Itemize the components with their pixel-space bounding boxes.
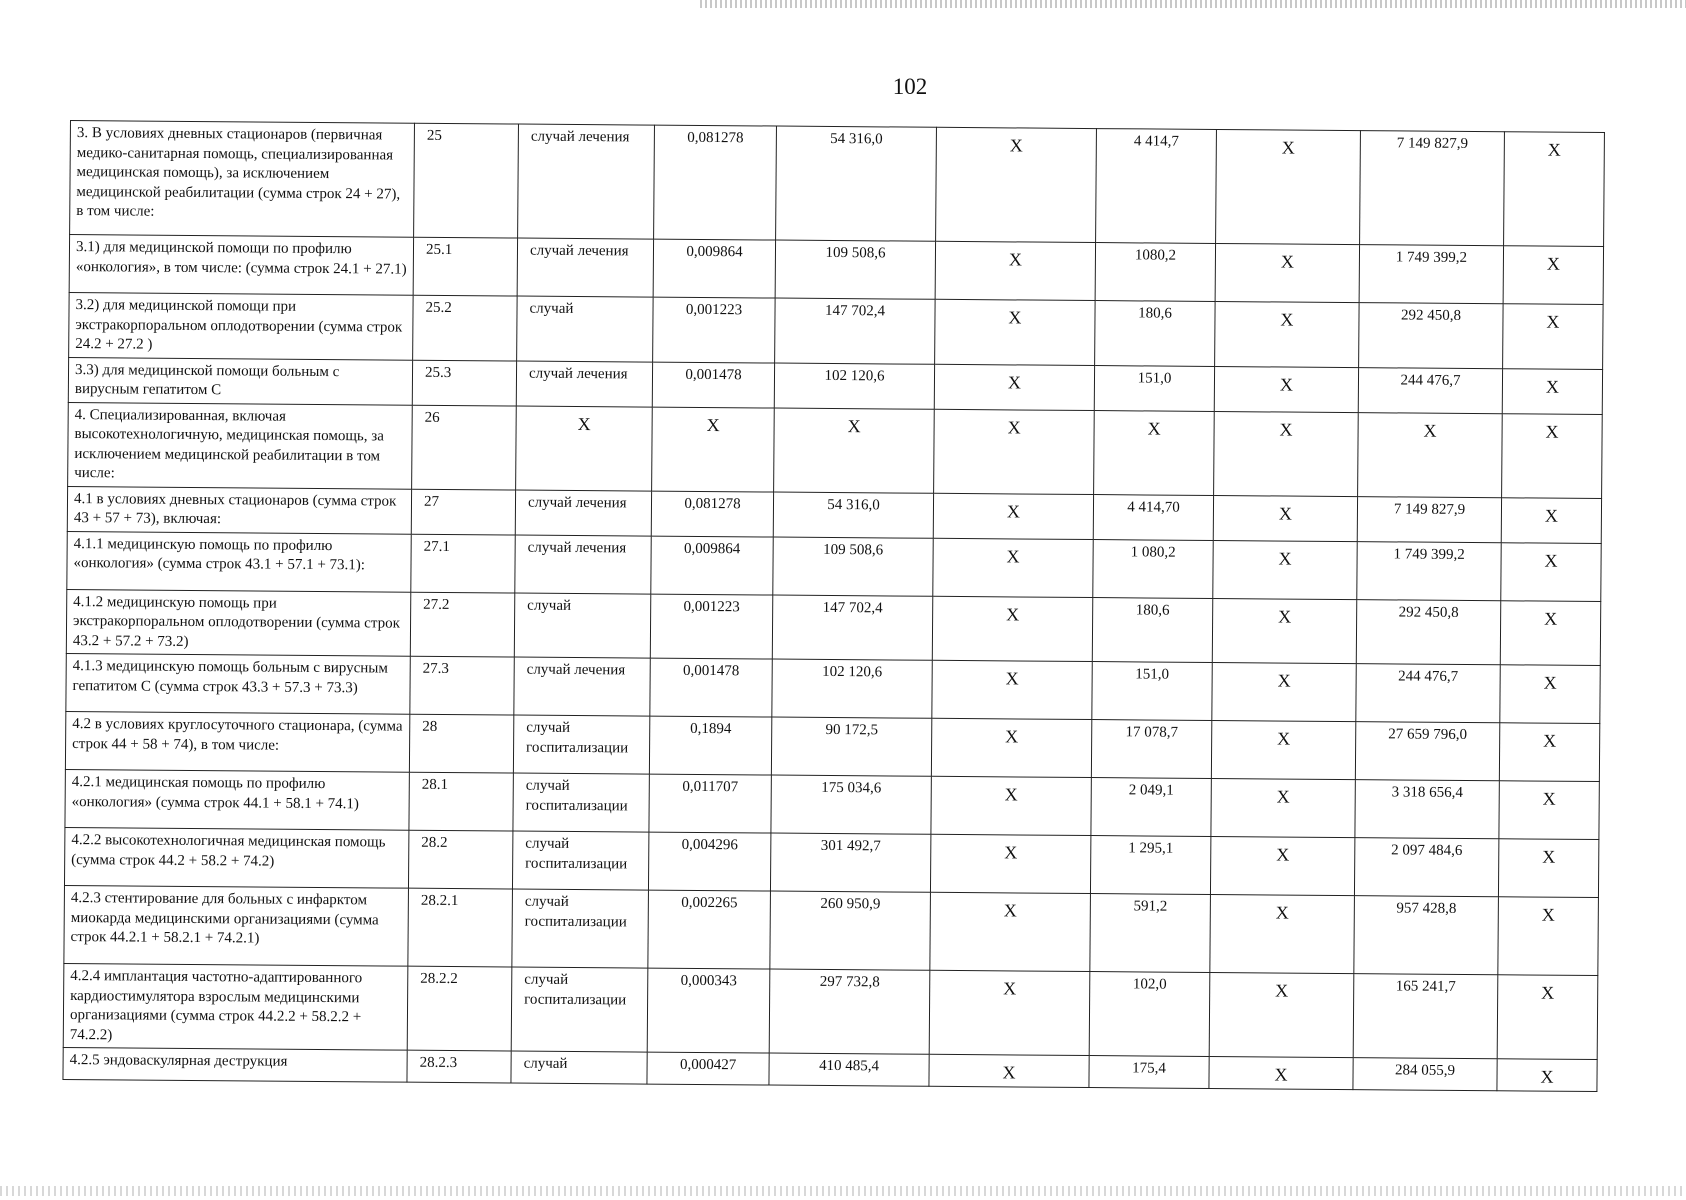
row-rate: 0,001223 [650, 594, 773, 659]
row-unit: случай лечения [514, 657, 650, 716]
row-name: 4.2.3 стентирование для больных с инфарктом миокарда медицинскими организациями (сумма строк 44.2.1 + 58.2.1 + 74.2.1) [64, 885, 409, 966]
row-code: 25 [414, 123, 519, 238]
row-rate: 0,081278 [654, 125, 777, 240]
row-per-capita: 1080,2 [1095, 243, 1215, 302]
row-total: 292 450,8 [1359, 303, 1504, 369]
row-rate: 0,000343 [647, 968, 770, 1053]
row-total: 165 241,7 [1353, 974, 1498, 1059]
row-x-mark: X [1502, 413, 1603, 498]
row-x-mark: X [1215, 244, 1359, 303]
row-code: 28.2.2 [407, 966, 512, 1051]
row-total: 3 318 656,4 [1355, 780, 1499, 839]
row-x-mark: X [1209, 972, 1354, 1057]
row-x-mark: X [1501, 542, 1601, 601]
row-x-mark: X [1499, 781, 1599, 840]
row-rate: 0,000427 [647, 1052, 769, 1085]
row-per-capita: 151,0 [1094, 365, 1214, 411]
row-code: 28.1 [409, 772, 513, 831]
row-unit: случай лечения [517, 238, 653, 297]
row-per-capita: 2 049,1 [1091, 778, 1211, 837]
row-rate: 0,001478 [650, 658, 772, 717]
row-rate: 0,001478 [652, 362, 774, 408]
row-per-capita: 1 295,1 [1090, 836, 1210, 895]
row-name: 4.1.2 медицинскую помощь при экстракорпоральном оплодотворении (сумма строк 43.2 + 57.2 + 73.2) [66, 589, 410, 656]
row-unit: случай госпитализации [511, 967, 648, 1052]
row-x-mark: X [1209, 1056, 1353, 1090]
row-per-capita: 180,6 [1092, 597, 1213, 662]
row-x-mark: X [1498, 897, 1599, 976]
row-unit: случай [511, 1051, 647, 1084]
row-total: 1 749 399,2 [1359, 245, 1503, 304]
row-rate: 0,081278 [651, 491, 773, 537]
row-code: 28.2 [408, 830, 512, 889]
financing-table [62, 120, 1604, 1092]
row-per-capita: 1 080,2 [1093, 539, 1213, 598]
row-x-mark: X [932, 596, 1093, 662]
row-x-mark: X [1210, 836, 1354, 895]
row-x-mark: X [933, 538, 1093, 597]
row-unit: случай [514, 593, 651, 659]
row-cost: 147 702,4 [775, 298, 936, 364]
row-total: 292 450,8 [1356, 599, 1501, 665]
row-code: 27.3 [410, 656, 514, 715]
row-cost: 109 508,6 [773, 537, 933, 596]
table-row [70, 121, 1605, 247]
row-x-mark: X [931, 776, 1091, 835]
row-x-mark: X [1500, 665, 1600, 724]
row-x-mark: X [1504, 132, 1605, 247]
row-cost: 260 950,9 [770, 891, 931, 970]
row-cost: 410 485,4 [769, 1053, 929, 1087]
row-x-mark: X [1499, 723, 1599, 782]
row-total: 957 428,8 [1354, 896, 1499, 975]
row-code: 28.2.3 [407, 1050, 511, 1083]
row-x-mark: X [929, 1054, 1089, 1088]
row-cost: 54 316,0 [776, 126, 937, 241]
row-per-capita: 4 414,7 [1096, 129, 1217, 244]
row-rate: 0,011707 [649, 774, 771, 833]
scan-edge-top [700, 0, 1686, 8]
row-total: X [1358, 412, 1503, 497]
row-code: 25.1 [413, 237, 517, 296]
table-row [64, 885, 1599, 975]
row-unit: случай лечения [516, 361, 652, 407]
table-row [66, 589, 1600, 666]
row-x-mark: X [1498, 839, 1598, 898]
row-x-mark: X [936, 127, 1097, 242]
table-row [69, 292, 1603, 369]
row-x-mark: X [1501, 497, 1601, 543]
row-x-mark: X [933, 493, 1093, 539]
row-x-mark: X [934, 364, 1094, 410]
row-cost: 175 034,6 [771, 775, 931, 834]
row-cost: 54 316,0 [773, 492, 933, 538]
row-unit: случай госпитализации [512, 889, 649, 968]
row-rate: 0,1894 [649, 716, 771, 775]
row-name: 4.2 в условиях круглосуточного стационара, (сумма строк 44 + 58 + 74), в том числе: [65, 711, 409, 772]
row-x-mark: X [935, 299, 1096, 365]
row-rate: 0,009864 [653, 239, 775, 298]
row-unit: X [516, 406, 653, 491]
row-name: 3.3) для медицинской помощи больным с вирусным гепатитом С [68, 357, 412, 405]
row-total: 2 097 484,6 [1354, 838, 1498, 897]
row-name: 3.1) для медицинской помощи по профилю «онкология», в том числе: (сумма строк 24.1 + 27.1) [69, 235, 413, 296]
page-number: 102 [892, 74, 928, 99]
row-x-mark: X [1211, 778, 1355, 837]
row-x-mark: X [1500, 600, 1601, 665]
row-rate: X [652, 407, 775, 492]
table-container [62, 120, 1603, 1092]
row-per-capita: 591,2 [1090, 894, 1211, 973]
row-per-capita: X [1094, 410, 1215, 495]
row-per-capita: 180,6 [1095, 301, 1216, 366]
row-cost: 301 492,7 [770, 833, 930, 892]
row-total: 284 055,9 [1353, 1058, 1497, 1092]
row-name: 4.2.1 медицинская помощь по профилю «онкология» (сумма строк 44.1 + 58.1 + 74.1) [65, 769, 409, 830]
row-code: 25.3 [412, 360, 516, 406]
row-name: 4. Специализированная, включая высокотехнологичную, медицинская помощь, за исключением медицинской реабилитации в том числе: [68, 402, 413, 489]
row-total: 27 659 796,0 [1355, 722, 1499, 781]
row-per-capita: 17 078,7 [1091, 720, 1211, 779]
row-x-mark: X [930, 834, 1090, 893]
row-name: 3. В условиях дневных стационаров (первичная медико-санитарная помощь, специализированная медицинская помощь), за исключением медицинской реабилитации (сумма строк 24 + 27), в том числе: [70, 121, 415, 238]
row-x-mark: X [1216, 130, 1361, 245]
row-cost: 90 172,5 [771, 717, 931, 776]
row-x-mark: X [929, 970, 1090, 1055]
row-total: 244 476,7 [1356, 664, 1500, 723]
row-unit: случай лечения [518, 124, 655, 239]
row-cost: 109 508,6 [775, 240, 935, 299]
row-per-capita: 175,4 [1089, 1056, 1209, 1089]
row-x-mark: X [1503, 304, 1604, 369]
row-code: 25.2 [413, 295, 518, 360]
row-x-mark: X [1215, 301, 1360, 367]
row-code: 28 [409, 714, 513, 773]
row-x-mark: X [930, 892, 1091, 971]
row-x-mark: X [1214, 366, 1358, 412]
row-cost: 102 120,6 [774, 363, 934, 409]
row-unit: случай лечения [515, 490, 651, 536]
row-cost: X [774, 408, 935, 493]
row-unit: случай госпитализации [513, 773, 649, 832]
row-rate: 0,002265 [648, 890, 771, 969]
row-total: 7 149 827,9 [1357, 496, 1501, 542]
row-x-mark: X [931, 718, 1091, 777]
row-x-mark: X [932, 660, 1092, 719]
row-x-mark: X [1211, 720, 1355, 779]
row-code: 27.2 [410, 592, 515, 657]
row-total: 244 476,7 [1358, 367, 1502, 413]
row-cost: 102 120,6 [772, 659, 932, 718]
row-name: 3.2) для медицинской помощи при экстракорпоральном оплодотворении (сумма строк 24.2 + 27.2 ) [69, 292, 413, 359]
row-x-mark: X [1502, 368, 1602, 414]
row-name: 4.2.4 имплантация частотно-адаптированного кардиостимулятора взрослым медицинскими организациями (сумма строк 44.2.2 + 58.2.2 + 74.2.2) [63, 963, 408, 1050]
row-unit: случай госпитализации [513, 715, 649, 774]
row-x-mark: X [1214, 411, 1359, 496]
row-name: 4.1.1 медицинскую помощь по профилю «онкология» (сумма строк 43.1 + 57.1 + 73.1): [67, 531, 411, 592]
row-code: 27 [411, 489, 515, 535]
row-x-mark: X [934, 409, 1095, 494]
row-unit: случай лечения [515, 535, 651, 594]
row-x-mark: X [1210, 894, 1355, 973]
row-code: 28.2.1 [408, 888, 513, 967]
row-x-mark: X [1212, 662, 1356, 721]
row-name: 4.2.2 высокотехнологичная медицинская помощь (сумма строк 44.2 + 58.2 + 74.2) [64, 827, 408, 888]
row-name: 4.1.3 медицинскую помощь больным с вирусным гепатитом С (сумма строк 43.3 + 57.3 + 73.3) [66, 653, 410, 714]
row-cost: 297 732,8 [769, 969, 930, 1054]
table-body [63, 121, 1604, 1092]
row-total: 1 749 399,2 [1357, 541, 1501, 600]
row-cost: 147 702,4 [772, 595, 933, 661]
row-x-mark: X [1212, 598, 1357, 664]
row-per-capita: 102,0 [1089, 972, 1210, 1057]
row-per-capita: 4 414,70 [1093, 494, 1213, 540]
row-x-mark: X [1497, 1059, 1597, 1092]
row-unit: случай госпитализации [512, 831, 648, 890]
row-total: 7 149 827,9 [1360, 131, 1505, 246]
scan-edge-bottom [0, 1186, 1686, 1196]
row-code: 26 [412, 405, 517, 490]
table-row [63, 963, 1598, 1059]
row-rate: 0,001223 [653, 297, 776, 362]
row-name: 4.1 в условиях дневных стационаров (сумма строк 43 + 57 + 73), включая: [67, 486, 411, 534]
row-per-capita: 151,0 [1092, 662, 1212, 721]
row-x-mark: X [1497, 975, 1598, 1060]
row-rate: 0,009864 [651, 536, 773, 595]
row-unit: случай [517, 296, 654, 362]
row-x-mark: X [1213, 540, 1357, 599]
row-x-mark: X [1503, 246, 1603, 305]
row-x-mark: X [935, 241, 1095, 300]
row-x-mark: X [1213, 495, 1357, 541]
row-code: 27.1 [411, 534, 515, 593]
table-row [68, 402, 1603, 498]
row-name: 4.2.5 эндоваскулярная деструкция [63, 1047, 407, 1082]
row-rate: 0,004296 [648, 832, 770, 891]
